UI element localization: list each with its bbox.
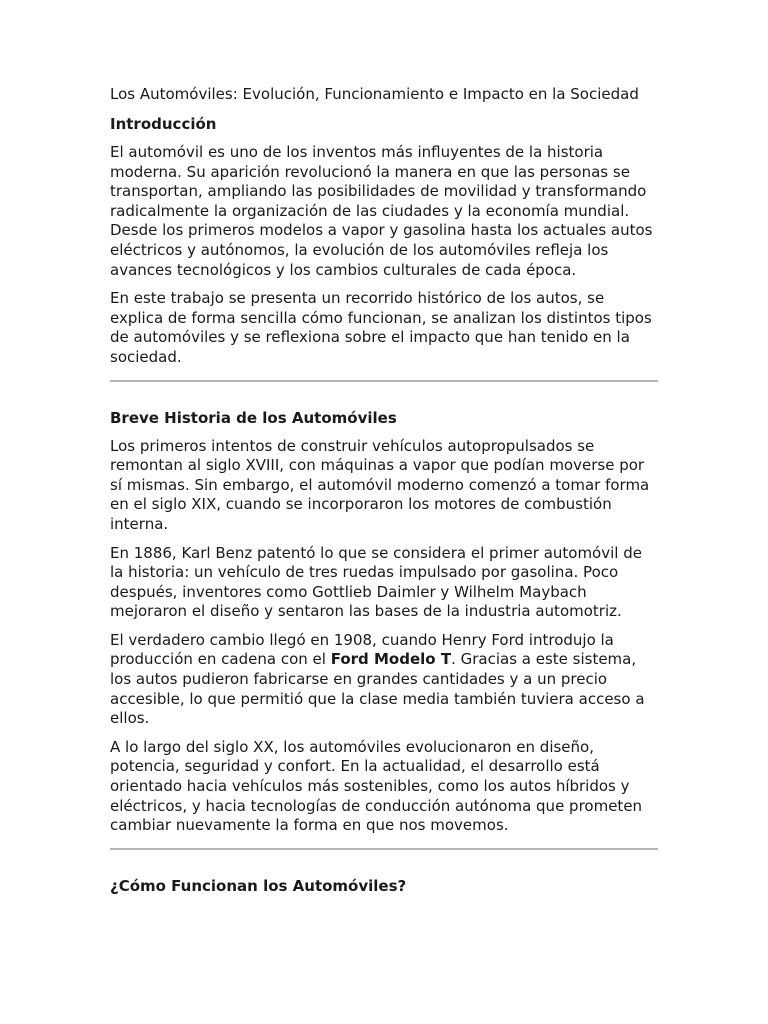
history-paragraph-1: Los primeros intentos de construir vehículos autopropulsados se remontan al siglo XVIII, con máquinas a vapor que podían moverse por sí mismas. Sin embargo, el automóvil moderno comenzó a tomar forma en el siglo XIX, cuando se incorporaron los motores de combustión interna. [110, 436, 650, 533]
history-paragraph-3-start: El verdadero cambio llegó en 1908, cuando Henry Ford introdujo la producción en cadena con el [110, 630, 614, 669]
history-paragraph-3-end: . Gracias a este sistema, los autos pudieron fabricarse en grandes cantidades y a un precio accesible, lo que permitió que la clase media también tuviera acceso a ellos. [110, 650, 645, 728]
section-spacer [110, 382, 658, 408]
history-paragraph-3 [110, 631, 658, 729]
history-paragraph-2: En 1886, Karl Benz patentó lo que se considera el primer automóvil de la historia: un vehículo de tres ruedas impulsado por gasolina. Poco después, inventores como Gottlieb Daimler y Wilhelm Maybach mejoraron el diseño y sentaron las bases de la industria automotriz. [110, 543, 642, 621]
document-title: Los Automóviles: Evolución, Funcionamiento e Impacto en la Sociedad [110, 85, 639, 103]
section-history [110, 408, 658, 836]
section-how-they-work [110, 876, 658, 896]
section-heading-introduction: Introducción [110, 115, 217, 133]
section-heading-how-they-work: ¿Cómo Funcionan los Automóviles? [110, 876, 407, 895]
history-paragraph-4: A lo largo del siglo XX, los automóviles evolucionaron en diseño, potencia, seguridad y confort. En la actualidad, el desarrollo está orientado hacia vehículos más sostenibles, como los autos híbridos y eléctricos, y hacia tecnologías de conducción autónoma que prometen cambiar nuevamente la forma en que nos movemos. [110, 737, 643, 835]
intro-paragraph-2: En este trabajo se presenta un recorrido histórico de los autos, se explica de forma sencilla cómo funcionan, se analizan los distintos tipos de automóviles y se reflexiona sobre el impacto que han tenido en la sociedad. [110, 289, 652, 366]
document-page [110, 84, 658, 905]
section-introduction [110, 114, 658, 368]
ford-modelo-t-bold: Ford Modelo T [330, 650, 452, 669]
section-spacer [110, 850, 658, 876]
section-heading-history: Breve Historia de los Automóviles [110, 408, 397, 427]
intro-paragraph-1: El automóvil es uno de los inventos más influyentes de la historia moderna. Su aparición revolucionó la manera en que las personas se transportan, ampliando las posibilidades de movilidad y transformando radicalmente la organización de las ciudades y la economía mundial. Desde los primeros modelos a vapor y gasolina hasta los actuales autos eléctricos y autónomos, la evolución de los automóviles refleja los avances tecnológicos y los cambios culturales de cada época. [110, 143, 653, 279]
